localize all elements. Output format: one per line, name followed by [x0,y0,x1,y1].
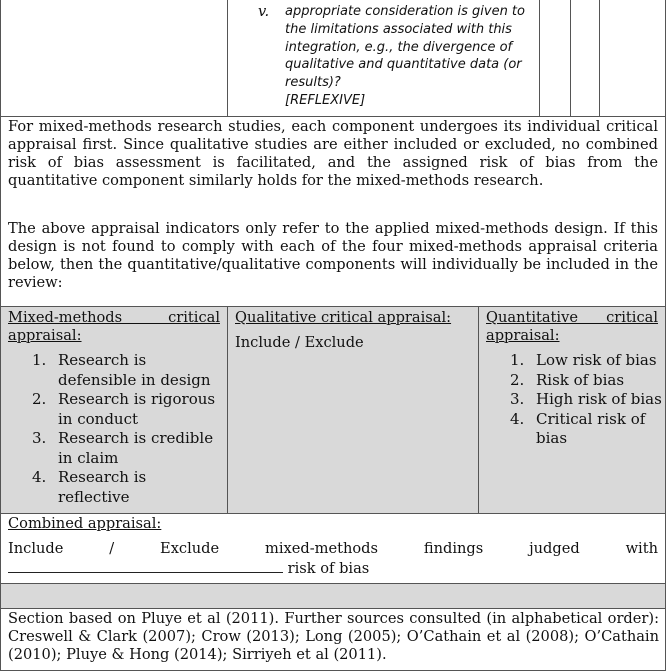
item-v-line: appropriate consideration is given to [285,4,525,19]
top-row-divider-3 [570,0,571,117]
sources-note: Section based on Pluye et al (2011). Further sources consulted (in alphabetical order): Creswell & Clark (2007); Crow (2013); Long (2005); O’Cathain et al (2008); O’Cathain (2010); Pluye & Hong (2014); Sirriyeh et al (2011). [8,610,659,663]
list-text: High risk of bias [536,390,662,408]
quantitative-heading-text: Quantitative critical appraisal: [486,309,658,344]
risk-blank-field[interactable] [8,558,283,573]
appraisal-divider-1 [227,306,228,514]
combined-heading: Combined appraisal: [8,515,162,532]
rule-before-appraisal [0,306,666,307]
combined-suffix: risk of bias [287,560,370,577]
quantitative-heading [486,309,658,345]
intro-paragraph-1: For mixed-methods research studies, each component undergoes its individual critical appraisal first. Since qualitative studies are either included or excluded, no combined risk of bias assessment is facilitated, and the assigned risk of bias from the quantitative component similarly holds for the mixed-methods research. [8,118,658,189]
list-text: Critical risk of bias [536,409,646,447]
list-num: 3. [510,390,525,408]
list-text: Low risk of bias [536,351,657,369]
top-row-divider-4 [599,0,600,117]
list-item [8,468,222,507]
item-v-line: qualitative and quantitative data (or [285,57,522,73]
list-text: Research is reflective [58,468,147,506]
list-text: Risk of bias [536,370,625,389]
appraisal-divider-2 [478,306,479,514]
list-item [8,429,222,468]
list-item [486,410,662,449]
list-item [8,390,222,429]
list-item [486,390,662,410]
mixed-methods-heading [8,309,220,345]
mixed-heading-text: Mixed-methods critical appraisal: [8,309,220,344]
list-num: 1. [32,351,47,369]
item-v-line: [REFLEXIVE] [285,92,366,108]
rule-after-gray [0,608,666,609]
list-text: Research is credible in claim [58,429,214,467]
list-num: 2. [510,370,525,389]
intro-paragraph-2: The above appraisal indicators only refer to the applied mixed-methods design. If this design is not found to comply with each of the four mixed-methods appraisal criteria below, then the quantitative/qualitative components will individually be included in the review: [8,220,658,291]
rule-after-appraisal [0,513,666,514]
list-text: Research is rigorous in conduct [58,390,216,428]
item-v-line: integration, e.g., the divergence of [285,39,513,55]
table-left-border [0,0,1,671]
combined-line-2 [8,558,658,578]
qualitative-value: Include / Exclude [235,334,364,351]
item-v-text [285,3,535,110]
list-text: Research is defensible in design [58,351,211,389]
empty-gray-row [1,584,665,608]
rule-after-top-row [0,116,666,117]
list-num: 4. [510,409,525,428]
rule-after-combined [0,583,666,584]
top-row-divider-1 [227,0,228,117]
mixed-methods-criteria-list [8,351,222,507]
list-item [486,371,662,391]
list-num: 3. [32,429,47,447]
quantitative-criteria-list [486,351,662,449]
list-item [486,351,662,371]
combined-line-1: Include / Exclude mixed-methods findings judged with [8,540,658,557]
list-num: 2. [32,390,47,408]
item-v-line: the limitations associated with this [285,21,512,37]
list-item [8,351,222,390]
item-v-numeral: v. [258,3,270,20]
item-v-line: results)? [285,75,341,91]
top-row-divider-2 [539,0,540,117]
qualitative-heading: Qualitative critical appraisal: [235,309,452,326]
list-num: 1. [510,351,525,369]
list-num: 4. [32,468,47,486]
